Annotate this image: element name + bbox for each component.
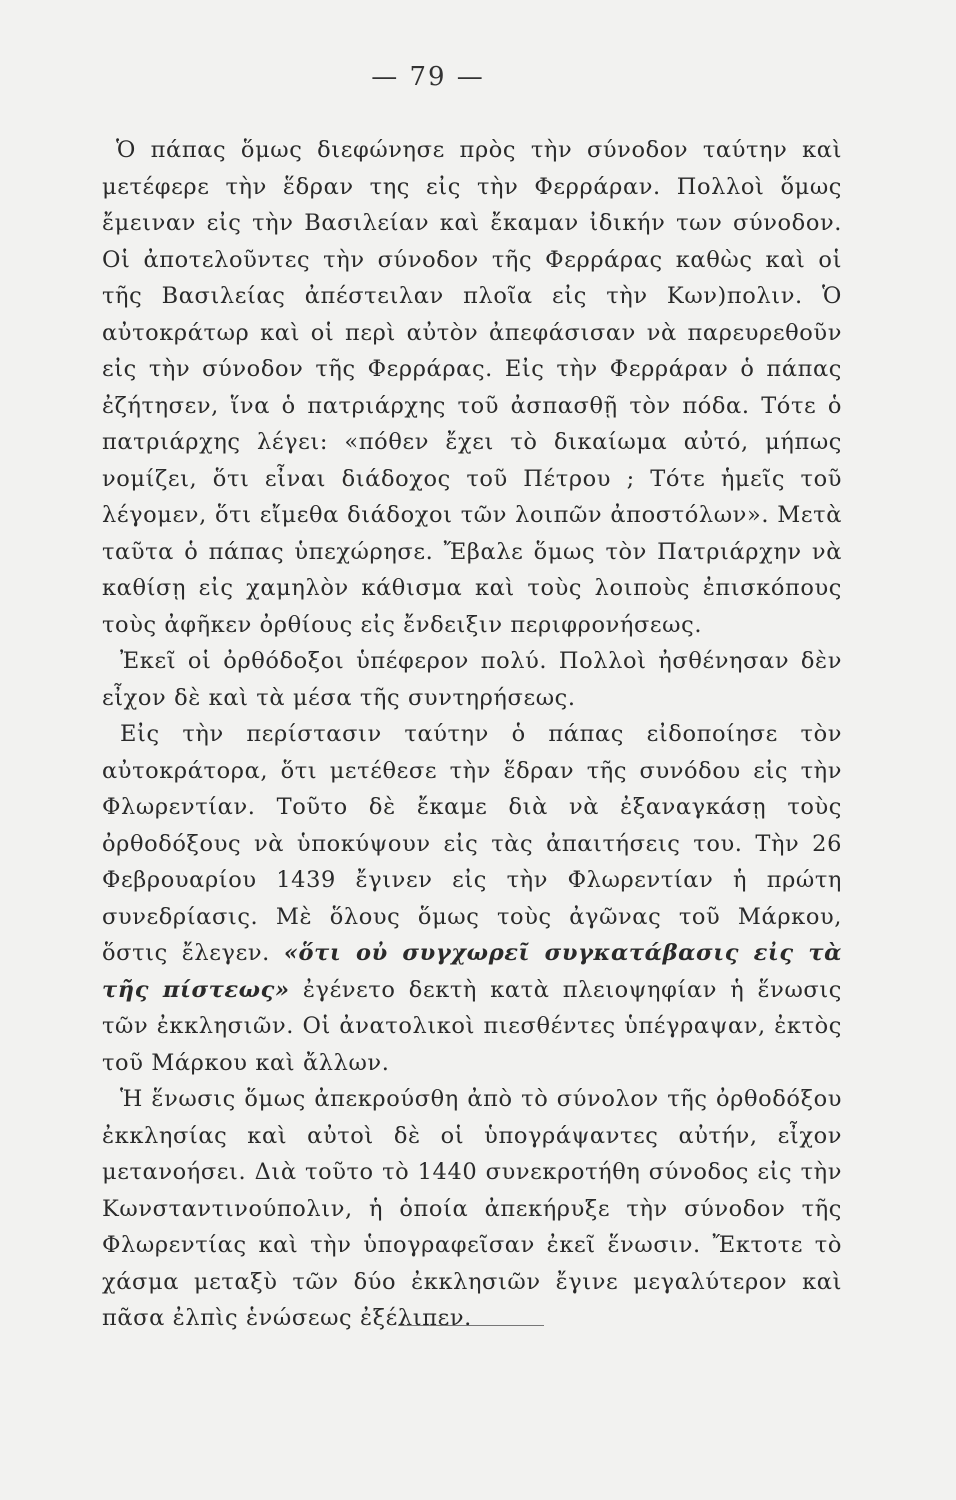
body-text: [102, 132, 842, 1337]
paragraph-2: Ἐκεῖ οἱ ὀρθόδοξοι ὑπέφερον πολύ. Πολλοὶ ἠσθένησαν δὲν εἶχον δὲ καὶ τὰ μέσα τῆς συντηρήσεως.: [102, 648, 842, 711]
section-end-rule: [398, 1325, 544, 1326]
page-number: — 79 —: [371, 62, 485, 92]
paragraph-3-start: Εἰς τὴν περίστασιν ταύτην ὁ πάπας εἰδοποίησε τὸν αὐτοκράτορα, ὅτι μετέθεσε τὴν ἕδραν τῆς συνόδου εἰς τὴν Φλωρεντίαν. Τοῦτο δὲ ἔκαμε διὰ νὰ ἐξαναγκάσῃ τοὺς ὀρθοδόξους νὰ ὑποκύψουν εἰς τὰς ἀπαιτήσεις του. Τὴν 26 Φεβρουαρίου 1439 ἔγινεν εἰς τὴν Φλωρεντίαν ἡ πρώτη συνεδρίασις. Μὲ ὅλους ὅμως τοὺς ἀγῶνας τοῦ Μάρκου, ὅστις ἔλεγεν.: [102, 721, 842, 966]
quoted-phrase: «ὅτι οὐ συγχωρεῖ συγκατάβασις εἰς τὰ τῆς πίστεως»: [102, 940, 843, 1003]
paragraph-4: Ἡ ἕνωσις ὅμως ἀπεκρούσθη ἀπὸ τὸ σύνολον τῆς ὀρθοδόξου ἐκκλησίας καὶ αὐτοὶ δὲ οἱ ὑπογράψαντες αὐτήν, εἶχον μετανοήσει. Διὰ τοῦτο τὸ 1440 συνεκροτήθη σύνοδος εἰς τὴν Κωνσταντινούπολιν, ἡ ὁποία ἀπεκήρυξε τὴν σύνοδον τῆς Φλωρεντίας καὶ τὴν ὑπογραφεῖσαν ἐκεῖ ἕνωσιν. Ἔκτοτε τὸ χάσμα μεταξὺ τῶν δύο ἐκκλησιῶν ἔγινε μεγαλύτερον καὶ πᾶσα ἐλπὶς ἑνώσεως ἐξέλιπεν.: [102, 1086, 842, 1331]
paragraph-1: Ὁ πάπας ὅμως διεφώνησε πρὸς τὴν σύνοδον ταύτην καὶ μετέφερε τὴν ἕδραν της εἰς τὴν Φερράραν. Πολλοὶ ὅμως ἔμειναν εἰς τὴν Βασιλείαν καὶ ἔκαμαν ἰδικήν των σύνοδον. Οἱ ἀποτελοῦντες τὴν σύνοδον τῆς Φερράρας καθὼς καὶ οἱ τῆς Βασιλείας ἀπέστειλαν πλοῖα εἰς τὴν Κων)πολιν. Ὁ αὐτοκράτωρ καὶ οἱ περὶ αὐτὸν ἀπεφάσισαν νὰ παρευρεθοῦν εἰς τὴν σύνοδον τῆς Φερράρας. Εἰς τὴν Φερράραν ὁ πάπας ἐζήτησεν, ἵνα ὁ πατριάρχης τοῦ ἀσπασθῇ τὸν πόδα. Τότε ὁ πατριάρχης λέγει: «πόθεν ἔχει τὸ δικαίωμα αὐτό, μήπως νομίζει, ὅτι εἶναι διάδοχος τοῦ Πέτρου ; Τότε ἡμεῖς τοῦ λέγομεν, ὅτι εἴμεθα διάδοχοι τῶν λοιπῶν ἀποστόλων». Μετὰ ταῦτα ὁ πάπας ὑπεχώρησε. Ἔβαλε ὅμως τὸν Πατριάρχην νὰ καθίσῃ εἰς χαμηλὸν κάθισμα καὶ τοὺς λοιποὺς ἐπισκόπους τοὺς ἀφῆκεν ὀρθίους εἰς ἔνδειξιν περιφρονήσεως.: [102, 137, 842, 638]
paragraph-3: [102, 716, 842, 1081]
paragraph-3-end: ἐγένετο δεκτὴ κατὰ πλειοψηφίαν ἡ ἕνωσις τῶν ἐκκλησιῶν. Οἱ ἀνατολικοὶ πιεσθέντες ὑπέγραψαν, ἐκτὸς τοῦ Μάρκου καὶ ἄλλων.: [102, 976, 842, 1076]
